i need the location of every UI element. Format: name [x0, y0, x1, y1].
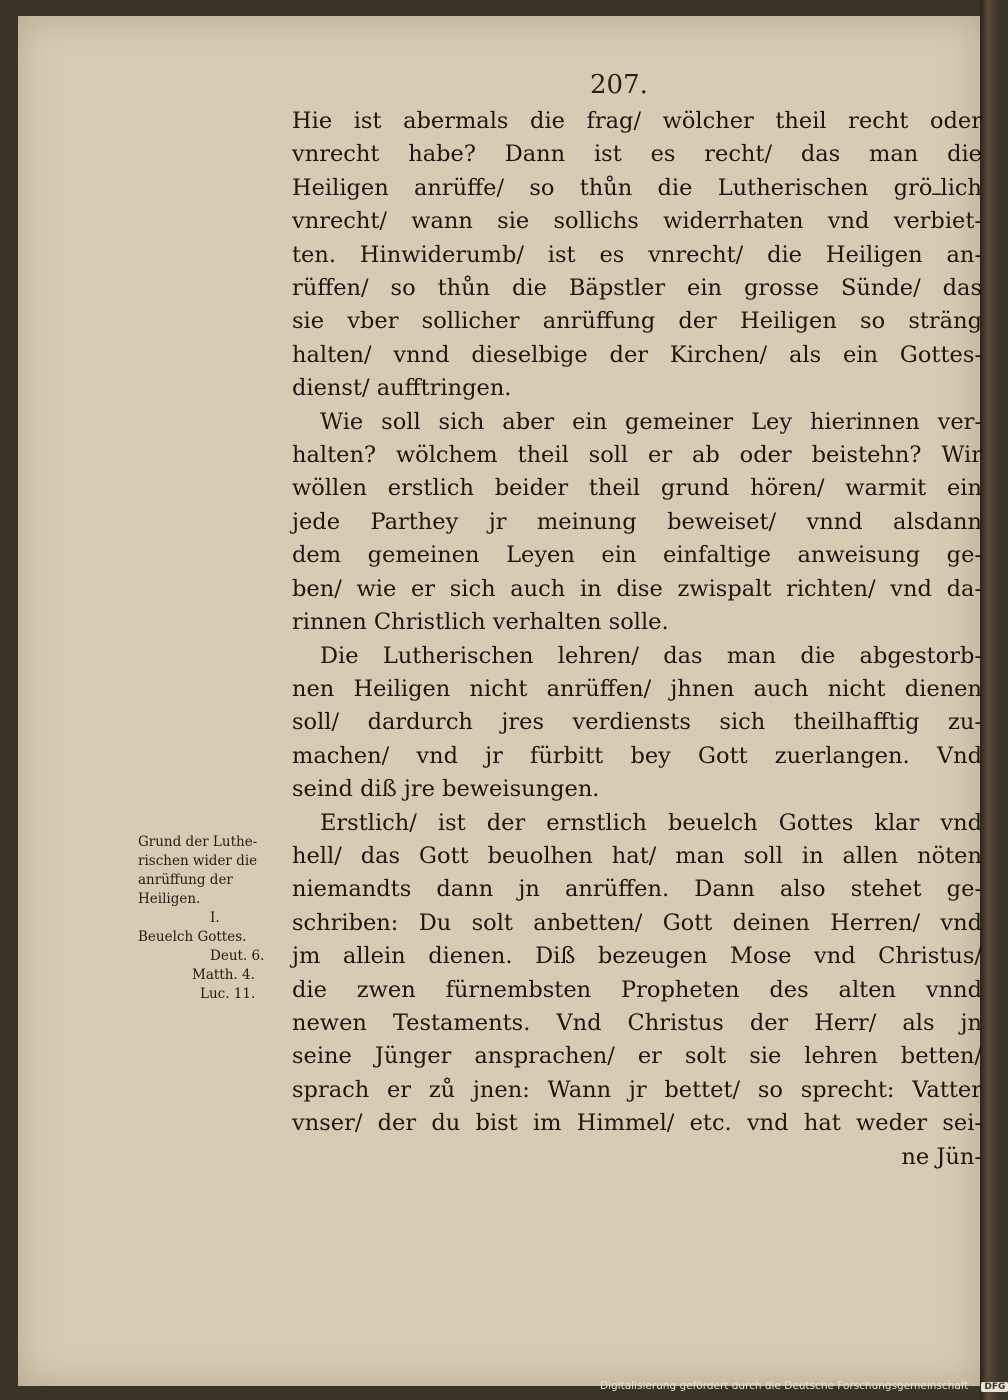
margin-number: I. [210, 910, 220, 926]
digitization-credit [600, 1380, 1008, 1392]
text-line: jm allein dienen. Diß bezeugen Mose vnd Christus/ [292, 943, 982, 970]
text-line: rinnen Christlich verhalten solle. [292, 609, 669, 636]
text-line: Wie soll sich aber ein gemeiner Ley hierinnen ver- [320, 408, 982, 435]
text-line: niemandts dann jn anrüffen. Dann also stehet ge- [292, 876, 982, 903]
text-line: seind diß jre beweisungen. [292, 776, 600, 803]
text-line: rüffen/ so thůn die Bäpstler ein grosse Sünde/ das [292, 275, 982, 302]
text-line: soll/ dardurch jres verdiensts sich theilhafftig zu- [292, 709, 982, 736]
text-line: Hie ist abermals die frag/ wölcher theil recht oder [292, 108, 982, 134]
text-line: newen Testaments. Vnd Christus der Herr/ als jn [292, 1009, 982, 1036]
margin-heading-line: Heiligen. [138, 891, 201, 907]
text-line: seine Jünger ansprachen/ er solt sie lehren betten/ [292, 1043, 982, 1070]
text-line: vnrecht/ wann sie sollichs widerrhaten vnd verbiet- [292, 208, 982, 235]
credit-text: Digitalisierung gefördert durch die Deutsche Forschungsgemeinschaft · [600, 1380, 976, 1392]
text-line: wöllen erstlich beider theil grund hören/ warmit ein [292, 475, 982, 502]
catchword: ne Jün- [901, 1143, 982, 1170]
margin-reference: Luc. 11. [200, 986, 256, 1002]
text-line: Heiligen anrüffe/ so thůn die Lutherischen gröߺlich [292, 174, 982, 201]
text-line: sprach er zů jnen: Wann jr bettet/ so sprecht: Vatter [292, 1076, 982, 1103]
text-line: schriben: Du solt anbetten/ Gott deinen Herren/ vnd [292, 909, 982, 936]
margin-note [138, 833, 298, 1004]
text-line: ten. Hinwiderumb/ ist es vnrecht/ die Heiligen an- [292, 241, 982, 268]
text-line: sie vber sollicher anrüffung der Heiligen so sträng [292, 308, 982, 335]
text-line: dem gemeinen Leyen ein einfaltige anweisung ge- [292, 542, 982, 569]
text-line: halten/ vnnd dieselbige der Kirchen/ als ein Gottes- [292, 341, 982, 368]
margin-reference: Deut. 6. [210, 948, 265, 964]
book-spine [980, 0, 1000, 1400]
text-line: halten? wölchem theil soll er ab oder beistehn? Wir [292, 442, 982, 469]
text-line: ben/ wie er sich auch in dise zwispalt richten/ vnd da- [292, 575, 982, 602]
dfg-logo-icon: DFG [981, 1382, 1008, 1392]
text-line: vnser/ der du bist im Himmel/ etc. vnd hat weder sei- [292, 1110, 982, 1137]
text-line: machen/ vnd jr fürbitt bey Gott zuerlangen. Vnd [292, 742, 982, 769]
text-line: vnrecht habe? Dann ist es recht/ das man die [292, 141, 982, 168]
text-line: dienst/ aufftringen. [292, 375, 512, 402]
margin-reference: Matth. 4. [192, 967, 255, 983]
text-line: hell/ das Gott beuolhen hat/ man soll in allen nöten [292, 842, 982, 869]
margin-heading-line: rischen wider die [138, 853, 258, 869]
text-line: Erstlich/ ist der ernstlich beuelch Gottes klar vnd [320, 809, 982, 836]
text-line: jede Parthey jr meinung beweiset/ vnnd alsdann [292, 508, 982, 535]
margin-label: Beuelch Gottes. [138, 929, 247, 945]
main-text-block [292, 105, 982, 1174]
page-number: 207. [590, 70, 648, 100]
margin-heading-line: anrüffung der [138, 872, 233, 888]
margin-heading-line: Grund der Luthe- [138, 834, 258, 850]
text-line: die zwen fürnembsten Propheten des alten vnnd [292, 976, 982, 1003]
text-line: nen Heiligen nicht anrüffen/ jhnen auch nicht dienen [292, 675, 982, 702]
text-line: Die Lutherischen lehren/ das man die abgestorb- [320, 642, 982, 669]
